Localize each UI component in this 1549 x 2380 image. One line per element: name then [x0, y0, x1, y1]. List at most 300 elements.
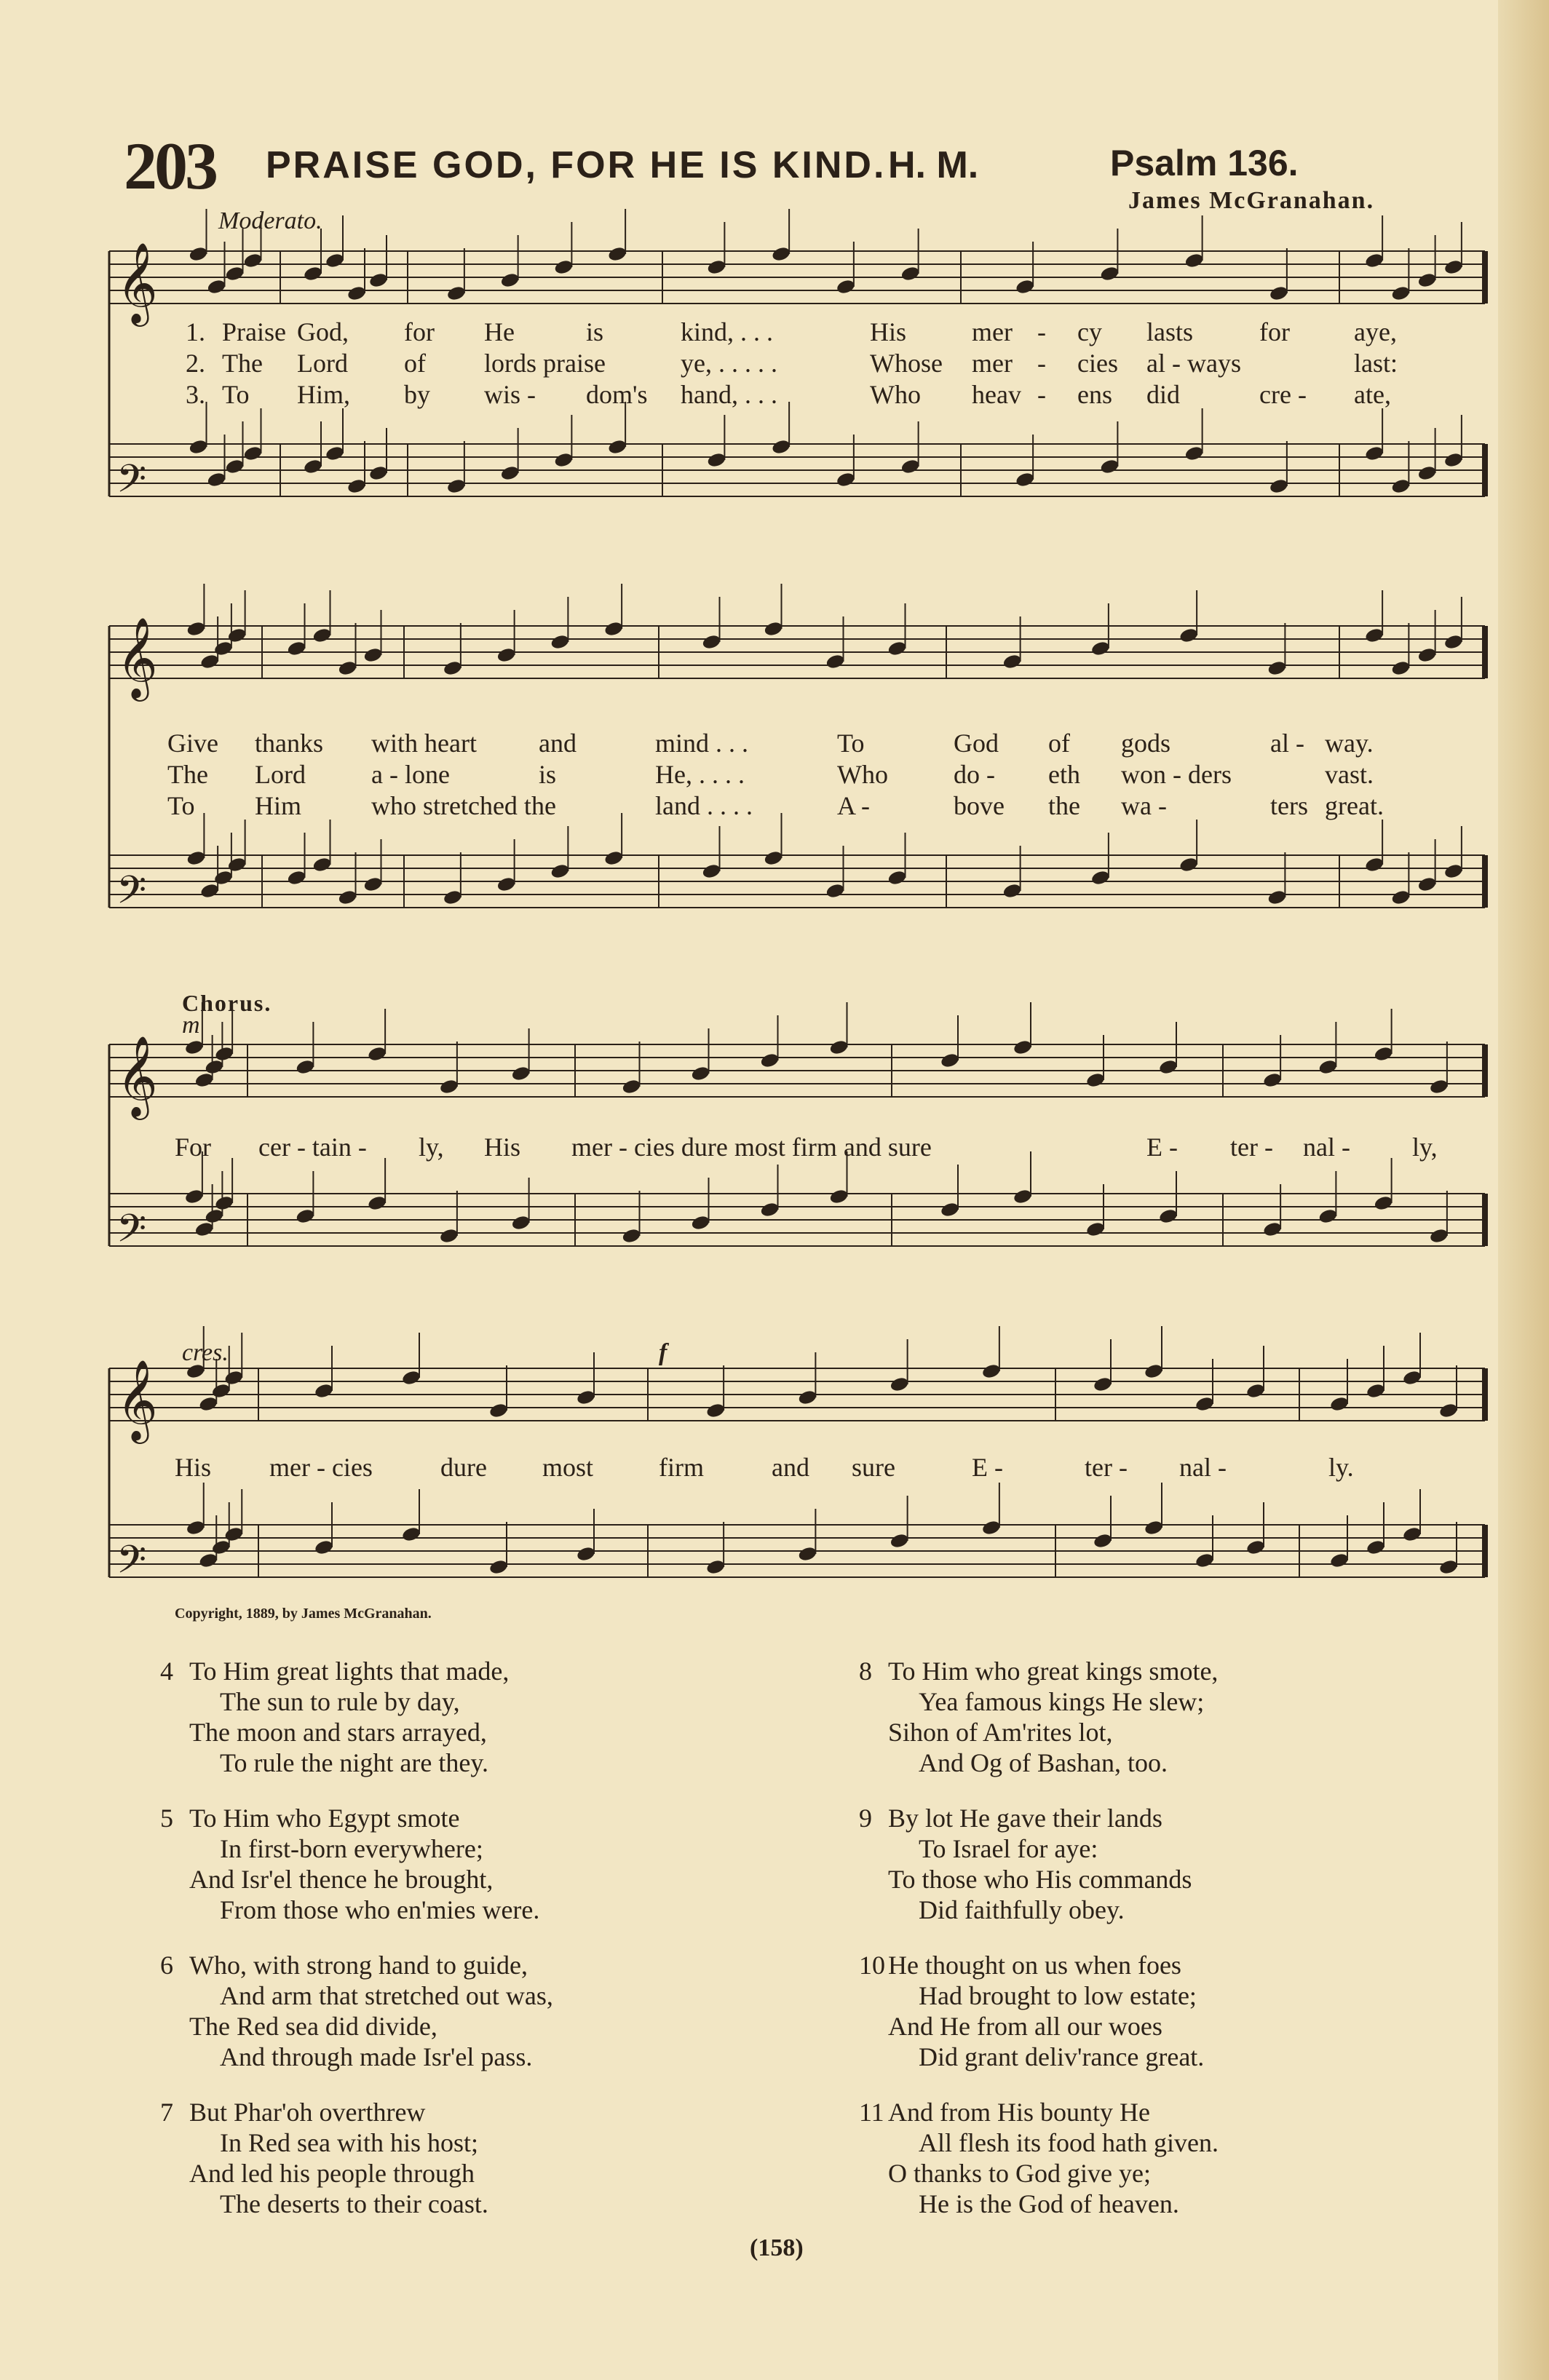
verse-text: The deserts to their coast. [220, 2189, 488, 2218]
note-head [900, 265, 921, 282]
verse-line [859, 1656, 1219, 1686]
verse-line [859, 1748, 1219, 1778]
note-head [346, 477, 367, 494]
note-head [188, 245, 208, 262]
verse-text: But Phar'oh overthrew [189, 2098, 426, 2127]
verse-text: Had brought to low estate; [919, 1981, 1197, 2010]
verse-line [160, 2127, 553, 2158]
note-head [1267, 659, 1287, 676]
verse-line [160, 1833, 553, 1864]
note-head [771, 438, 791, 455]
lyric-syllable: dure [440, 1453, 487, 1482]
verse-text: And arm that stretched out was, [220, 1981, 553, 2010]
verses-left-column [160, 1656, 553, 2244]
composer: James McGranahan. [1128, 187, 1375, 214]
treble-clef-icon: 𝄞 [116, 242, 158, 323]
note-head [1443, 451, 1464, 468]
lyric-syllable: The [167, 760, 208, 789]
note-head [576, 1545, 596, 1562]
lyric-syllable: heav [972, 380, 1021, 409]
note-head [1085, 1071, 1106, 1088]
verse-stanza [160, 1656, 553, 1778]
note-head [981, 1519, 1002, 1536]
lyric-syllable: mer [972, 349, 1013, 378]
note-head [242, 252, 263, 269]
note-head [607, 245, 627, 262]
verse-text: Yea famous kings He slew; [919, 1687, 1205, 1716]
lyric-syllable: Lord [255, 760, 306, 789]
note-head [401, 1526, 421, 1542]
lyric-syllable: aye, [1354, 317, 1397, 346]
lyric-syllable: is [539, 760, 557, 789]
note-head [1267, 889, 1287, 905]
note-head [346, 285, 367, 301]
note-head [553, 451, 574, 468]
verse-stanza [859, 2097, 1219, 2219]
verse-line [160, 1748, 553, 1778]
verse-text: And through made Isr'el pass. [220, 2042, 533, 2071]
note-head [227, 856, 247, 873]
note-head [186, 1362, 206, 1379]
note-head [303, 265, 323, 282]
note-head [690, 1065, 710, 1082]
lyric-syllable: last: [1354, 349, 1398, 378]
hymn-number: 203 [124, 129, 215, 203]
verse-text: And led his people through [189, 2159, 475, 2188]
note-head [706, 258, 726, 275]
psalm-reference: Psalm 136. [1110, 143, 1299, 183]
lyric-syllable: who stretched the [371, 791, 556, 820]
note-head [701, 862, 721, 879]
note-head [367, 1194, 387, 1211]
lyric-syllable: sure [852, 1453, 895, 1482]
note-head [198, 1395, 218, 1412]
note-head [603, 620, 624, 637]
note-head [325, 445, 345, 461]
lyric-syllable: a - lone [371, 760, 450, 789]
note-head [242, 445, 263, 461]
note-head [887, 869, 907, 886]
note-head [1269, 285, 1289, 301]
verse-text: He thought on us when foes [888, 1951, 1181, 1980]
note-head [443, 659, 463, 676]
note-head [368, 271, 389, 288]
note-head [940, 1052, 960, 1068]
note-head [224, 265, 245, 282]
note-head [763, 620, 783, 637]
verse-text: By lot He gave their lands [888, 1804, 1162, 1833]
verse-text: O thanks to God give ye; [888, 2159, 1151, 2188]
note-head [337, 659, 357, 676]
lyric-syllable: al - [1270, 729, 1304, 758]
lyric-syllable: ly. [1328, 1453, 1354, 1482]
verse-text: And Isr'el thence he brought, [189, 1865, 494, 1894]
verse-number: 10 [859, 1951, 885, 1980]
note-head [314, 1382, 334, 1399]
lyric-syllable: bove [954, 791, 1005, 820]
verse-line [160, 2011, 553, 2042]
note-head [1366, 1382, 1386, 1399]
lyric-syllable: ter - [1085, 1453, 1128, 1482]
note-head [1318, 1058, 1338, 1075]
verse-line [859, 1895, 1219, 1925]
lyric-syllable: cy [1077, 317, 1102, 346]
lyric-syllable: ter - [1230, 1133, 1273, 1162]
lyric-syllable: His [484, 1133, 521, 1162]
note-head [1144, 1519, 1164, 1536]
note-head [1438, 1402, 1459, 1419]
note-head [1099, 458, 1120, 475]
note-head [206, 471, 226, 488]
chorus-label: Chorus. [182, 990, 272, 1016]
lyric-syllable: To [837, 729, 865, 758]
note-head [1402, 1369, 1422, 1386]
verse-line [160, 2158, 553, 2189]
verse-text: In Red sea with his host; [220, 2128, 478, 2157]
note-head [1090, 869, 1111, 886]
lyric-syllable: vast. [1325, 760, 1374, 789]
lyric-syllable: the [1048, 791, 1080, 820]
note-head [825, 882, 845, 899]
note-head [496, 646, 517, 663]
treble-clef-icon: 𝄞 [116, 1359, 158, 1440]
note-head [199, 882, 220, 899]
verse-line [160, 1803, 553, 1833]
note-head [706, 451, 726, 468]
verse-line [859, 2189, 1219, 2219]
note-head [940, 1201, 960, 1218]
note-head [828, 1188, 849, 1205]
verse-text: And Og of Bashan, too. [919, 1748, 1168, 1777]
note-head [337, 889, 357, 905]
verse-text: The Red sea did divide, [189, 2012, 437, 2041]
lyric-syllable: do - [954, 760, 995, 789]
note-head [227, 627, 247, 643]
note-head [204, 1207, 224, 1224]
note-head [550, 862, 570, 879]
note-head [213, 640, 234, 657]
lyric-syllable: thanks [255, 729, 323, 758]
note-head [363, 876, 383, 892]
note-head [1178, 627, 1199, 643]
note-head [214, 1045, 234, 1062]
note-head [186, 1519, 206, 1536]
verse-line [859, 2042, 1219, 2072]
note-head [1443, 633, 1464, 650]
note-head [1417, 646, 1438, 663]
hymn-title: PRAISE GOD, FOR HE IS KIND. [266, 144, 887, 186]
note-head [295, 1058, 315, 1075]
note-head [900, 458, 921, 475]
note-head [1090, 640, 1111, 657]
note-head [184, 1188, 205, 1205]
note-head [621, 1078, 641, 1095]
lyric-syllable: ye, . . . . . [681, 349, 777, 378]
note-head [1013, 1188, 1033, 1205]
note-head [836, 471, 856, 488]
note-head [890, 1532, 910, 1549]
note-head [1329, 1552, 1350, 1568]
note-head [1390, 477, 1411, 494]
lyric-syllable: Him [255, 791, 302, 820]
note-head [325, 252, 345, 269]
note-head [1099, 265, 1120, 282]
note-head [690, 1214, 710, 1231]
note-head [825, 653, 845, 670]
verse-stanza [859, 1656, 1219, 1778]
verse-text: And He from all our woes [888, 2012, 1162, 2041]
note-head [488, 1558, 509, 1575]
note-head [1245, 1539, 1266, 1555]
note-head [401, 1369, 421, 1386]
note-head [224, 458, 245, 475]
lyric-syllable: cre - [1259, 380, 1307, 409]
verse-text: To rule the night are they. [220, 1748, 489, 1777]
note-head [553, 258, 574, 275]
treble-clef-icon: 𝄞 [116, 1035, 158, 1116]
note-head [836, 278, 856, 295]
verse-line [160, 1980, 553, 2011]
note-head [576, 1389, 596, 1405]
lyric-syllable: hand, . . . [681, 380, 777, 409]
lyric-syllable: way. [1325, 729, 1374, 758]
note-head [446, 477, 467, 494]
lyric-syllable: God, [297, 317, 349, 346]
lyric-syllable: ly, [419, 1133, 444, 1162]
note-head [1364, 627, 1384, 643]
verse-line [160, 1656, 553, 1686]
lyric-syllable: - [1037, 349, 1046, 378]
note-head [1364, 445, 1384, 461]
lyric-syllable: His [175, 1453, 212, 1482]
note-head [186, 849, 206, 866]
note-head [496, 876, 517, 892]
lyric-syllable: The [222, 349, 263, 378]
note-head [511, 1065, 531, 1082]
lyric-syllable: eth [1048, 760, 1080, 789]
note-head [303, 458, 323, 475]
note-head [1429, 1078, 1449, 1095]
dynamic-crescendo: cres. [182, 1339, 229, 1366]
note-head [890, 1376, 910, 1392]
verse-text: All flesh its food hath given. [919, 2128, 1219, 2157]
copyright-notice: Copyright, 1889, by James McGranahan. [175, 1606, 432, 1622]
note-head [1318, 1207, 1338, 1224]
note-head [211, 1382, 231, 1399]
verse-line [160, 1686, 553, 1717]
verse-line [859, 2127, 1219, 2158]
note-head [701, 633, 721, 650]
lyric-syllable: Whose [870, 349, 943, 378]
lyric-syllable: Lord [297, 349, 348, 378]
note-head [511, 1214, 531, 1231]
note-head [194, 1221, 215, 1237]
verse-text: He is the God of heaven. [919, 2189, 1179, 2218]
verse-line [160, 2097, 553, 2127]
lyric-syllable: of [1048, 729, 1070, 758]
lyric-syllable: - [1037, 380, 1046, 409]
note-head [1013, 1039, 1033, 1055]
note-head [1184, 252, 1205, 269]
lyric-syllable: lords praise [484, 349, 606, 378]
note-head [488, 1402, 509, 1419]
note-head [213, 869, 234, 886]
lyric-syllable: and [539, 729, 577, 758]
note-head [1158, 1207, 1178, 1224]
note-head [1015, 471, 1035, 488]
note-head [1364, 252, 1384, 269]
lyric-syllable: for [1259, 317, 1290, 346]
note-head [1329, 1395, 1350, 1412]
verse-text: The sun to rule by day, [220, 1687, 460, 1716]
note-head [1438, 1558, 1459, 1575]
note-head [705, 1402, 726, 1419]
lyric-syllable: To [167, 791, 195, 820]
note-head [223, 1526, 244, 1542]
lyric-syllable: did [1146, 380, 1181, 409]
note-head [887, 640, 907, 657]
lyric-syllable: Him, [297, 380, 351, 409]
dynamic-mezzo: m [182, 1012, 200, 1039]
note-head [314, 1539, 334, 1555]
note-head [1002, 882, 1023, 899]
note-head [312, 627, 332, 643]
verse-line [859, 2011, 1219, 2042]
note-head [981, 1362, 1002, 1379]
note-head [1262, 1071, 1283, 1088]
note-head [204, 1058, 224, 1075]
verse-text: Who, with strong hand to guide, [189, 1951, 528, 1980]
verse-text: The moon and stars arrayed, [189, 1718, 487, 1747]
note-head [439, 1227, 459, 1244]
lyric-syllable: and [772, 1453, 809, 1482]
note-head [1366, 1539, 1386, 1555]
note-head [500, 271, 520, 288]
lyric-syllable: al - ways [1146, 349, 1241, 378]
lyric-syllable: For [175, 1133, 212, 1162]
note-head [1085, 1221, 1106, 1237]
note-head [367, 1045, 387, 1062]
lyric-syllable: E - [1146, 1133, 1178, 1162]
note-head [312, 856, 332, 873]
tempo-marking: Moderato. [218, 207, 322, 234]
dynamic-forte: f [659, 1339, 667, 1366]
lyric-syllable: land . . . . [655, 791, 753, 820]
lyric-syllable: of [404, 349, 426, 378]
note-head [1374, 1045, 1394, 1062]
note-head [607, 438, 627, 455]
verse-line [859, 1717, 1219, 1748]
verse-line [859, 2097, 1219, 2127]
verse-line [160, 1864, 553, 1895]
page-number: (158) [750, 2234, 804, 2261]
lyric-syllable: ters [1270, 791, 1308, 820]
note-head [295, 1207, 315, 1224]
note-head [439, 1078, 459, 1095]
verse-stanza [160, 1803, 553, 1925]
verse-text: From those who en'mies were. [220, 1895, 540, 1924]
lyric-syllable: ens [1077, 380, 1112, 409]
note-head [1269, 477, 1289, 494]
note-head [1364, 856, 1384, 873]
lyric-syllable: God [954, 729, 999, 758]
verse-number: 11 [859, 2098, 884, 2127]
verse-number: 5 [160, 1804, 173, 1833]
verse-text: To Israel for aye: [919, 1834, 1098, 1863]
note-head [1374, 1194, 1394, 1211]
note-head [603, 849, 624, 866]
note-head [1402, 1526, 1422, 1542]
bass-clef-icon: 𝄢 [116, 868, 147, 922]
note-head [1158, 1058, 1178, 1075]
verse-line [859, 1803, 1219, 1833]
lyric-syllable: His [870, 317, 907, 346]
lyric-syllable: mer - cies dure most firm and sure [571, 1133, 932, 1162]
verse-line [859, 1864, 1219, 1895]
note-head [194, 1071, 215, 1088]
verse-text: To Him who great kings smote, [888, 1657, 1219, 1686]
lyric-syllable: 1. [186, 317, 205, 346]
note-head [1390, 285, 1411, 301]
treble-clef-icon: 𝄞 [116, 616, 158, 698]
note-head [759, 1201, 780, 1218]
note-head [188, 438, 208, 455]
verse-text: To Him great lights that made, [189, 1657, 510, 1686]
note-head [1184, 445, 1205, 461]
verse-number: 6 [160, 1951, 173, 1980]
note-head [1093, 1532, 1113, 1549]
note-head [1262, 1221, 1283, 1237]
note-head [1015, 278, 1035, 295]
lyric-syllable: by [404, 380, 430, 409]
note-head [186, 620, 206, 637]
lyric-syllable: Who [870, 380, 921, 409]
lyric-syllable: A - [837, 791, 870, 820]
note-head [198, 1552, 218, 1568]
note-head [1245, 1382, 1266, 1399]
lyric-syllable: kind, . . . [681, 317, 774, 346]
note-head [211, 1539, 231, 1555]
note-head [1144, 1362, 1164, 1379]
lyric-syllable: wa - [1121, 791, 1167, 820]
hymn-meter: H. M. [888, 144, 979, 186]
note-head [223, 1369, 244, 1386]
lyric-syllable: for [404, 317, 435, 346]
note-head [500, 464, 520, 481]
verse-text: In first-born everywhere; [220, 1834, 483, 1863]
lyric-syllable: mer [972, 317, 1013, 346]
lyric-syllable: mind . . . [655, 729, 749, 758]
bass-clef-icon: 𝄢 [116, 457, 147, 511]
lyric-syllable: great. [1325, 791, 1384, 820]
lyric-syllable: nal - [1303, 1133, 1350, 1162]
lyric-syllable: He, . . . . [655, 760, 745, 789]
note-head [206, 278, 226, 295]
verse-line [859, 1980, 1219, 2011]
lyric-syllable: dom's [586, 380, 648, 409]
verse-number: 9 [859, 1804, 872, 1833]
note-head [759, 1052, 780, 1068]
verse-number: 4 [160, 1657, 173, 1686]
lyric-syllable: mer - cies [269, 1453, 373, 1482]
lyric-syllable: To [222, 380, 250, 409]
note-head [1178, 856, 1199, 873]
note-head [771, 245, 791, 262]
verse-line [859, 1833, 1219, 1864]
note-head [621, 1227, 641, 1244]
note-head [1417, 876, 1438, 892]
bass-clef-icon: 𝄢 [116, 1538, 147, 1592]
